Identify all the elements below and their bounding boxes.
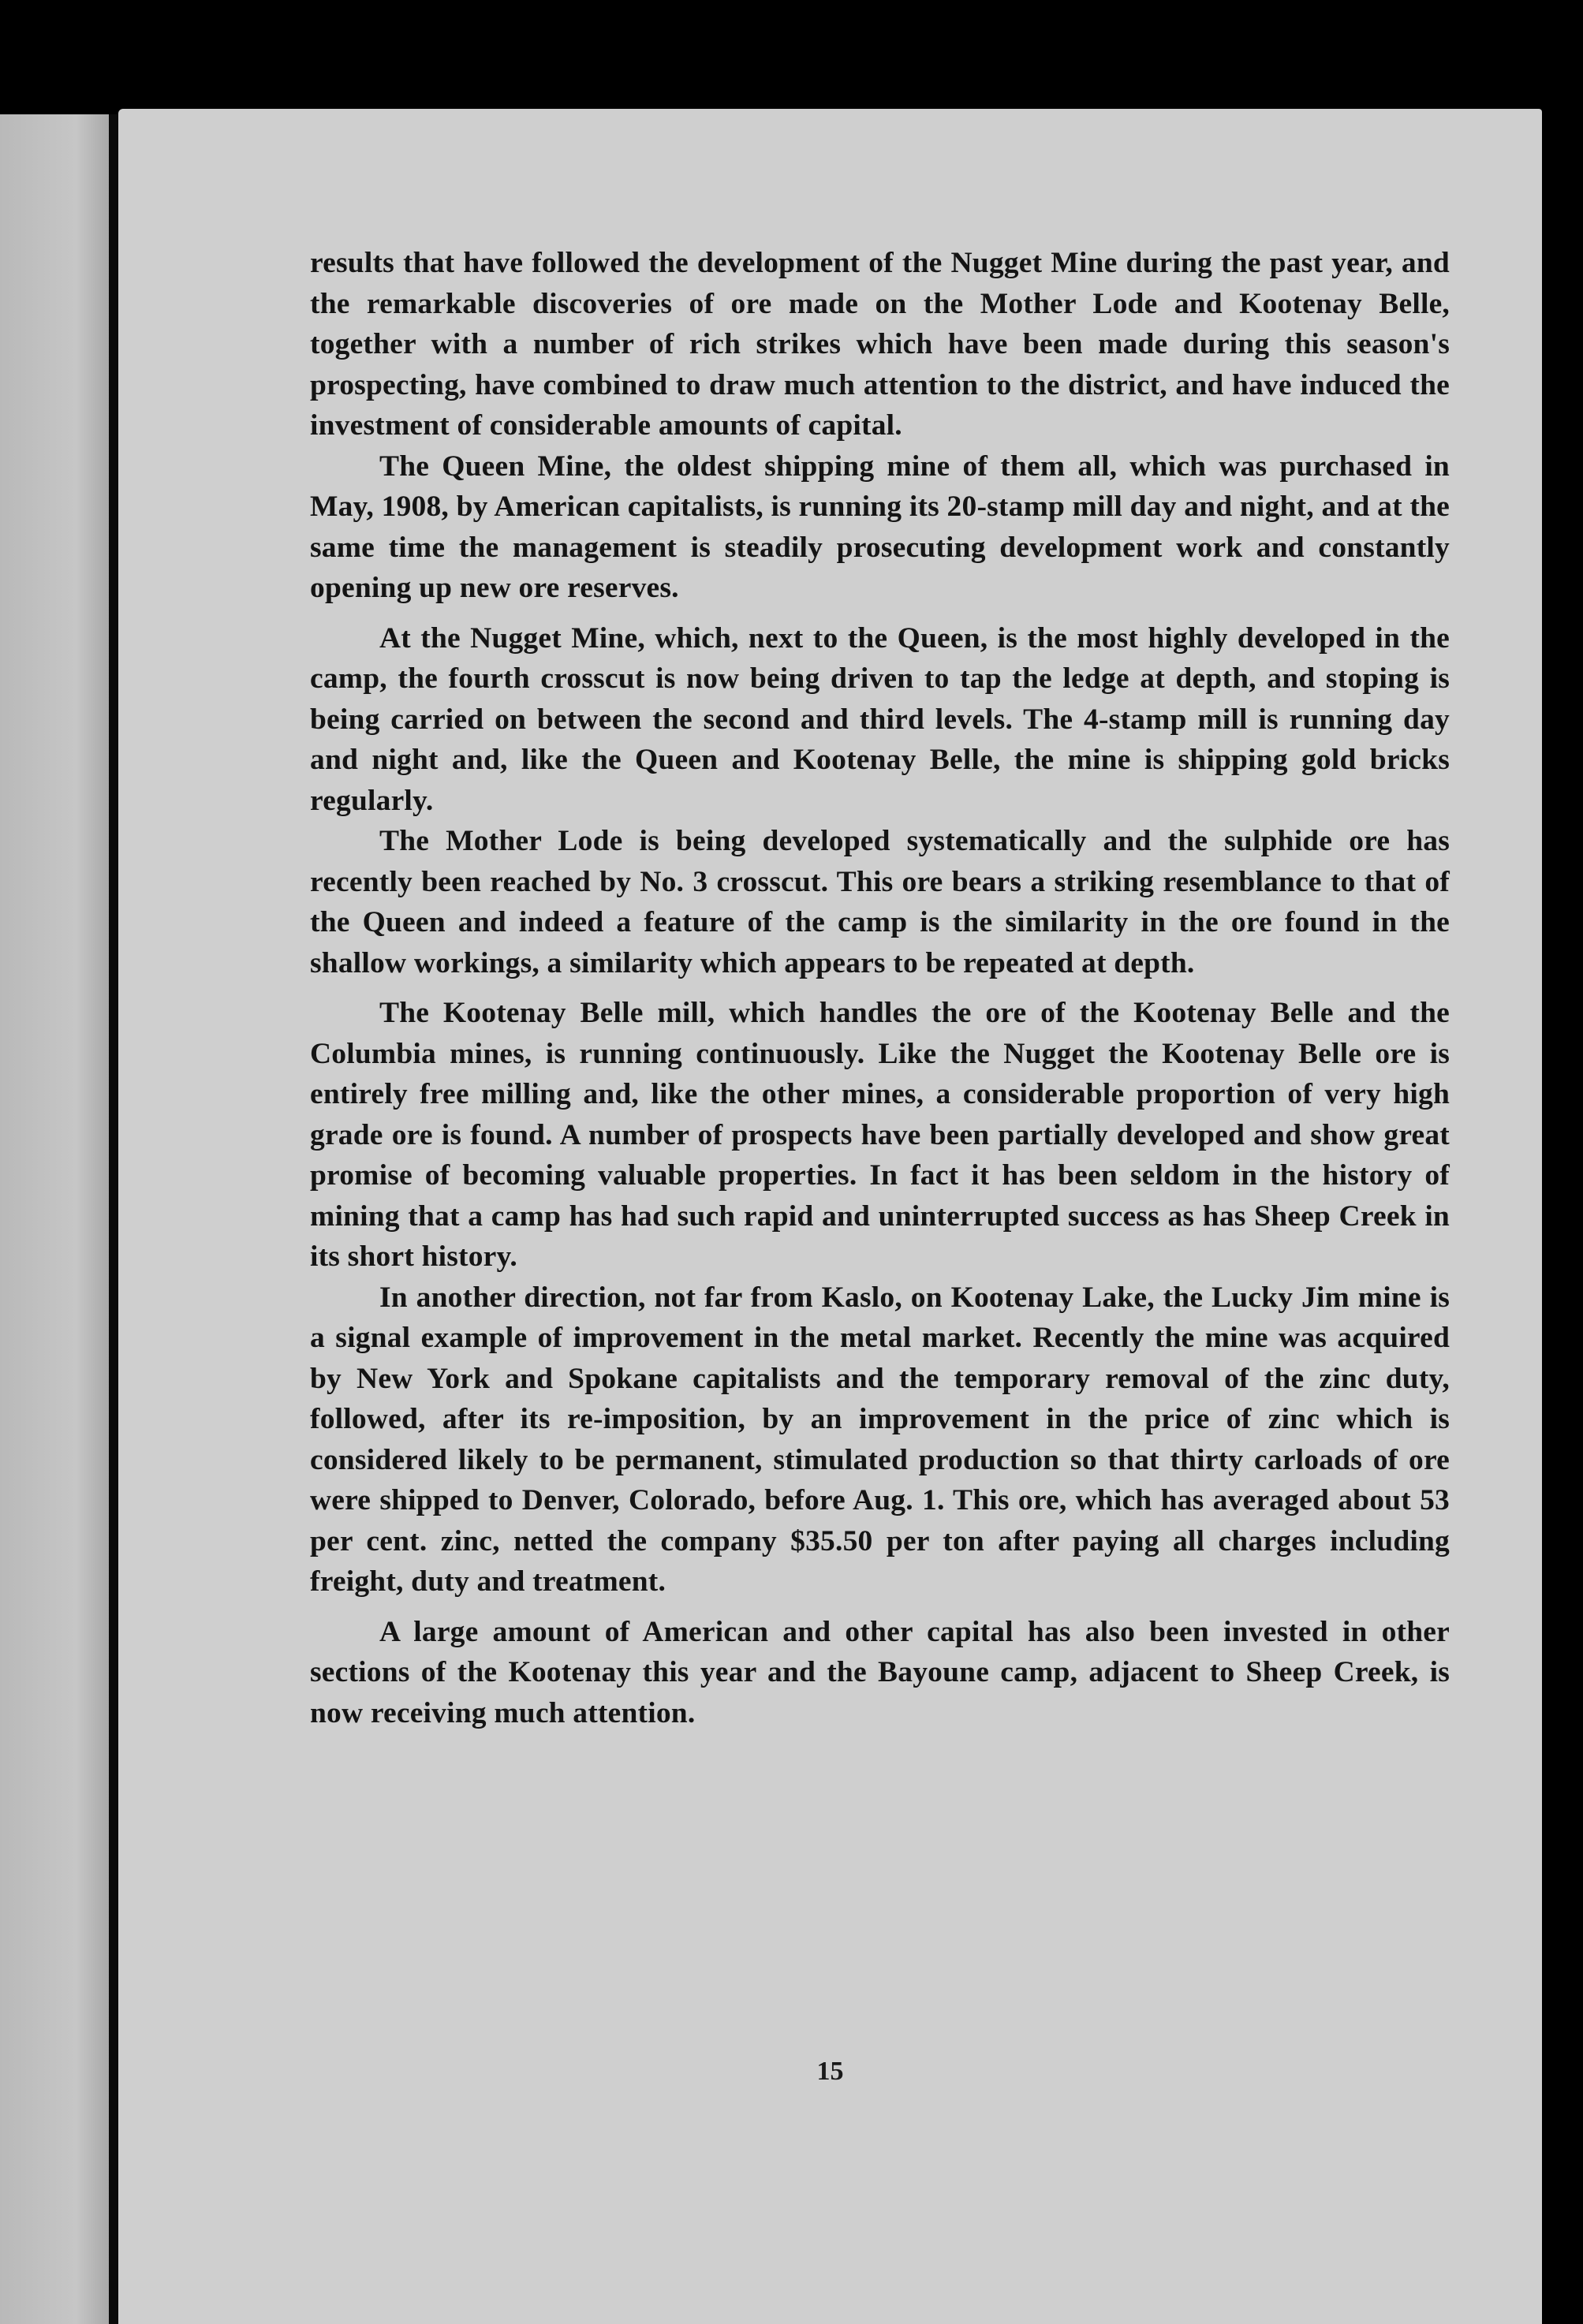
body-text: [310, 243, 1450, 2159]
paragraph-4: The Mother Lode is being developed systematically and the sulphide ore has recently been reached by No. 3 crosscut. This ore bears a striking resemblance to that of the Queen and indeed a feature of the camp is the similarity in the ore found in the shallow workings, a similarity which appears to be repeated at depth.: [310, 825, 1450, 979]
document-page: [118, 109, 1542, 2324]
paragraph-3: At the Nugget Mine, which, next to the Queen, is the most highly developed in the camp, the fourth crosscut is now being driven to tap the ledge at depth, and stoping is being carried on between the second and third levels. The 4-stamp mill is running day and night and, like the Queen and Kootenay Belle, the mine is shipping gold bricks regularly.: [310, 621, 1450, 817]
page-number: 15: [816, 2057, 844, 2086]
left-page-edge: [0, 114, 109, 2324]
paragraph-7: A large amount of American and other capital has also been invested in other sections of the Kootenay this year and the Bayoune camp, adjacent to Sheep Creek, is now receiving much attention.: [310, 1615, 1450, 1729]
right-scan-border: [1542, 109, 1583, 2324]
paragraph-6: In another direction, not far from Kaslo, on Kootenay Lake, the Lucky Jim mine is a signal example of improvement in the metal market. Recently the mine was acquired by New York and Spokane capitalists and the temporary removal of the zinc duty, followed, after its re-imposition, by an improvement in the price of zinc which is considered likely to be permanent, stimulated production so that thirty carloads of ore were shipped to Denver, Colorado, before Aug. 1. This ore, which has averaged about 53 per cent. zinc, netted the company $35.50 per ton after paying all charges including freight, duty and treatment.: [310, 1281, 1450, 1598]
paragraph-5: The Kootenay Belle mill, which handles the ore of the Kootenay Belle and the Columbia mines, is running continuously. Like the Nugget the Kootenay Belle ore is entirely free milling and, like the other mines, a considerable proportion of very high grade ore is found. A number of prospects have been partially developed and show great promise of becoming valuable properties. In fact it has been seldom in the history of mining that a camp has had such rapid and uninterrupted success as has Sheep Creek in its short history.: [310, 997, 1450, 1273]
paragraph-2: The Queen Mine, the oldest shipping mine of them all, which was purchased in May, 1908, by American capitalists, is running its 20-stamp mill day and night, and at the same time the management is steadily prosecuting development work and constantly opening up new ore reserves.: [310, 450, 1450, 604]
paragraph-1: results that have followed the development of the Nugget Mine during the past year, and the remarkable discoveries of ore made on the Mother Lode and Kootenay Belle, together with a number of rich strikes which have been made during this season's prospecting, have combined to draw much attention to the district, and have induced the investment of considerable amounts of capital.: [310, 247, 1450, 442]
book-gutter: [109, 114, 118, 2324]
